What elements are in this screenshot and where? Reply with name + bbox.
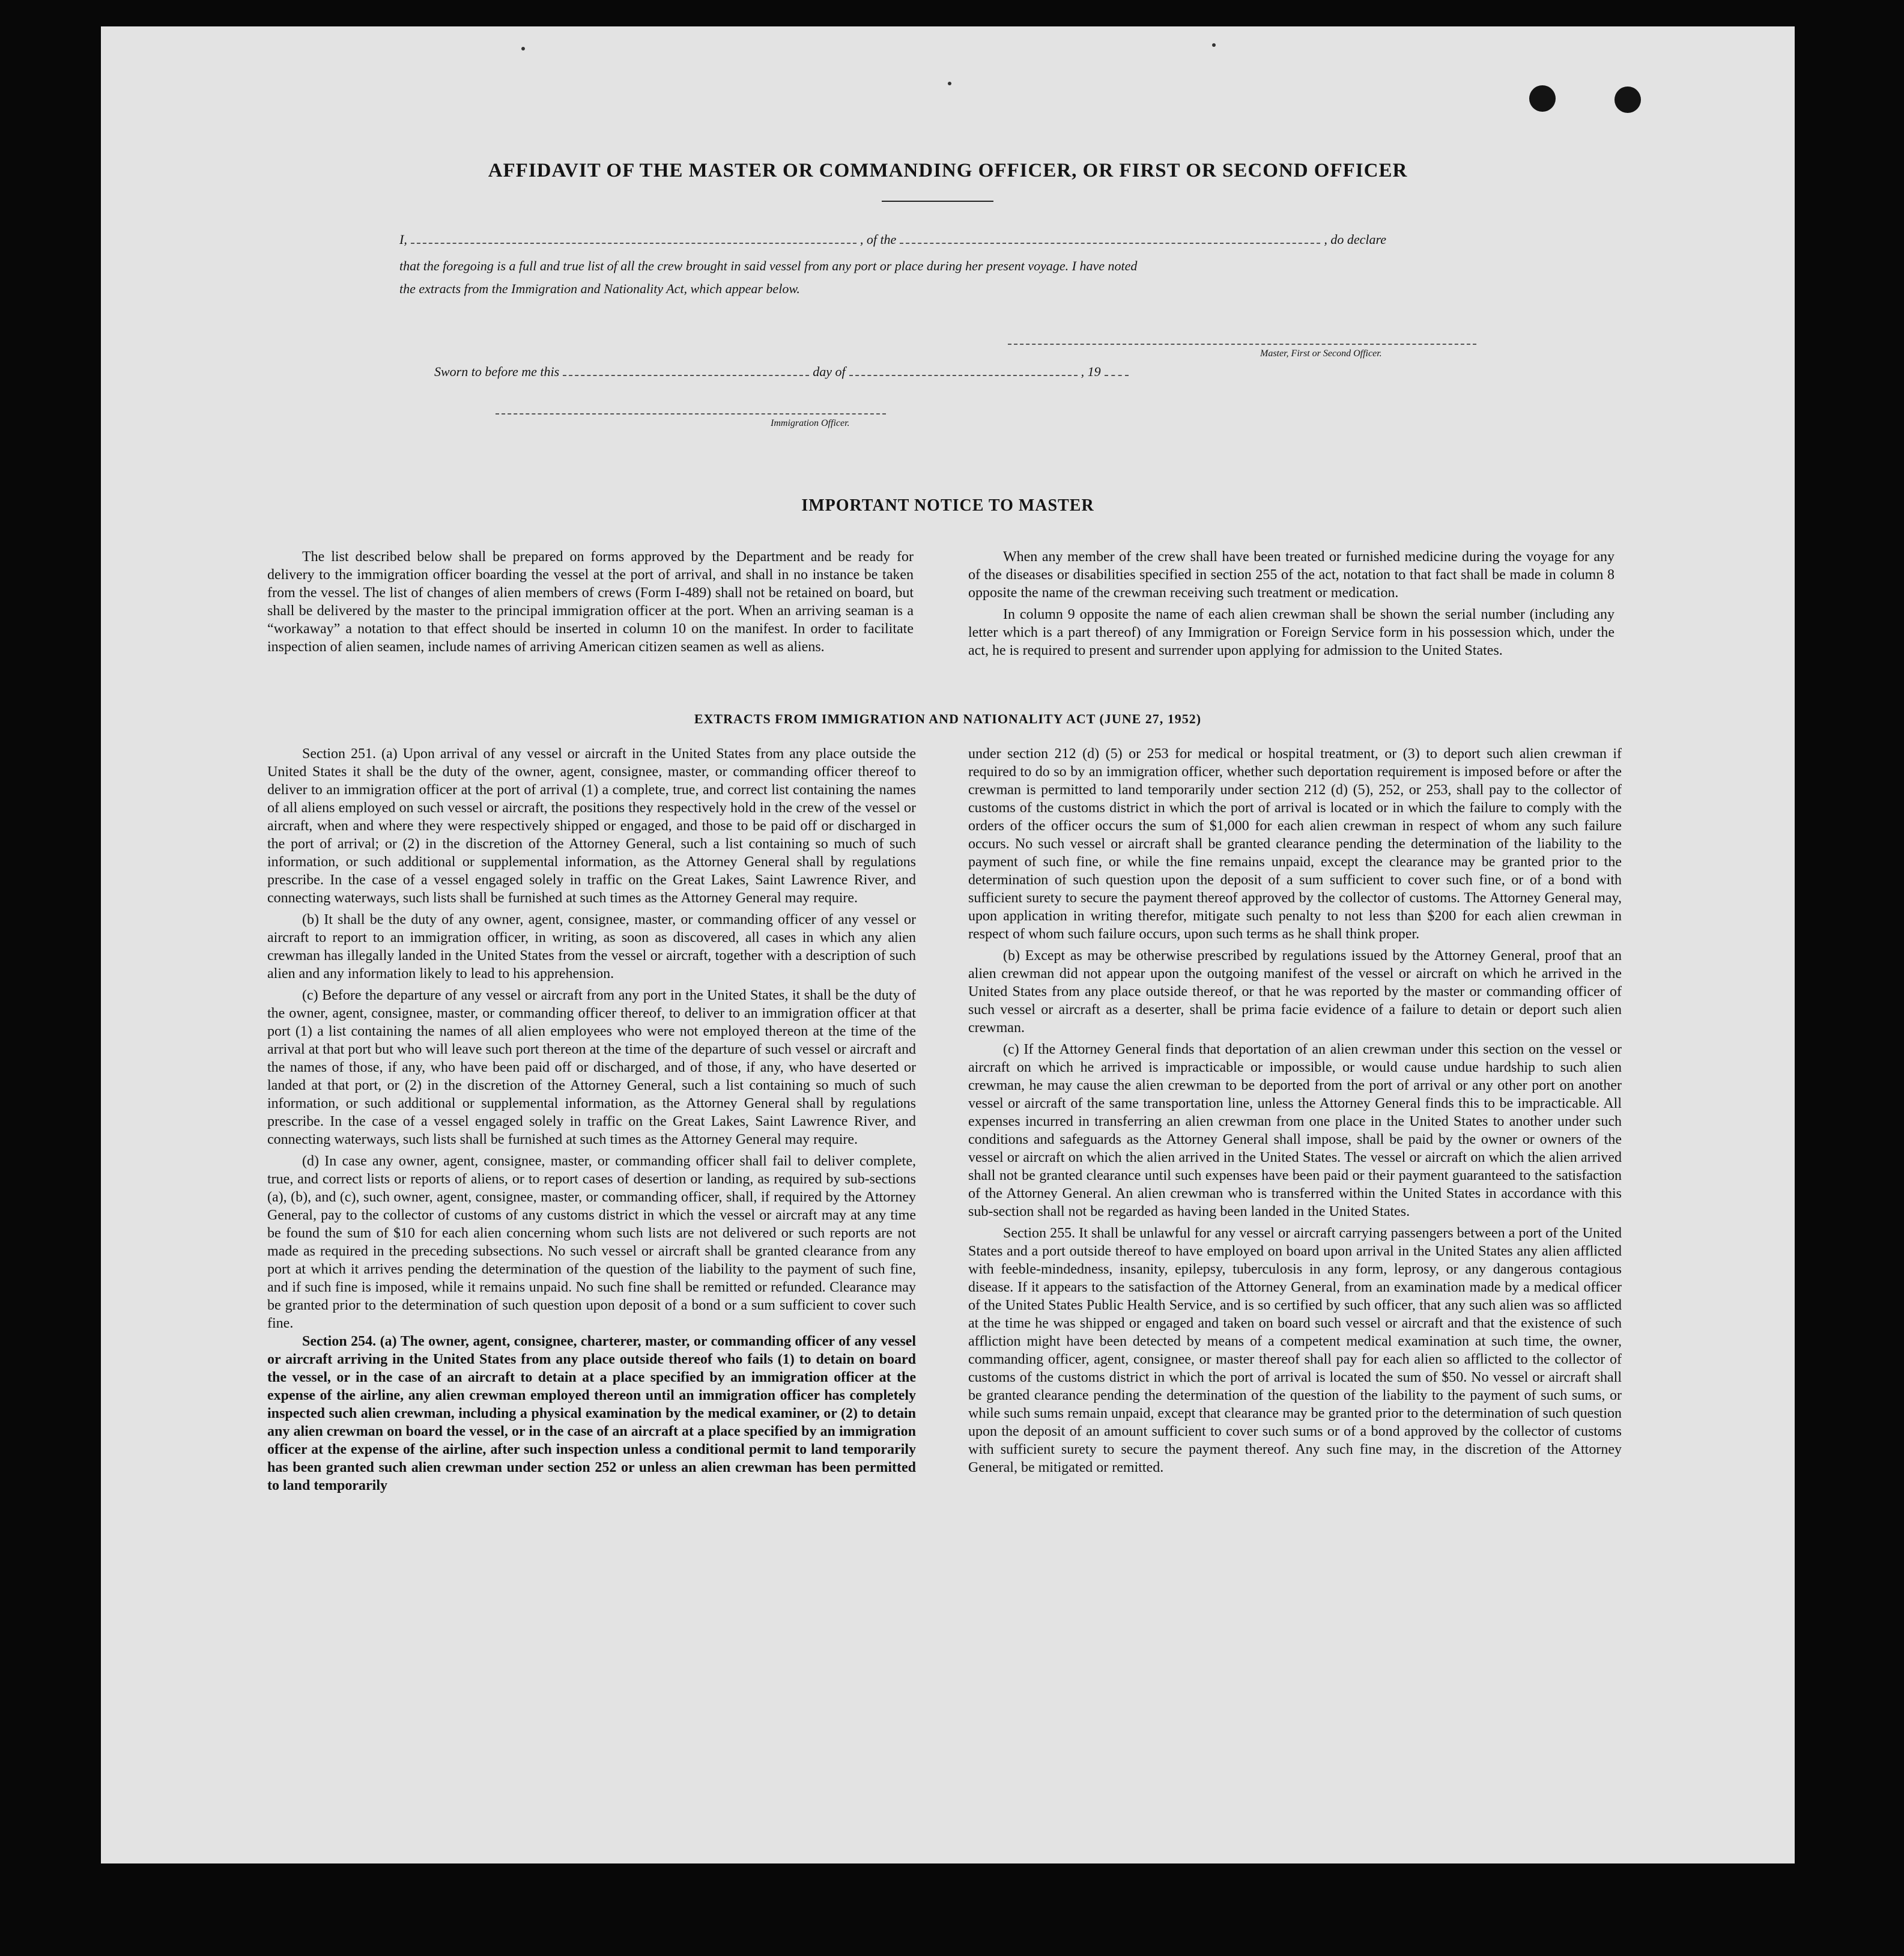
year-label: , 19: [1081, 364, 1101, 379]
notice-paragraph: The list described below shall be prepared on forms approved by the Department and be ready for delivery to the immigration officer boarding the vessel at the port of arrival, and shall in no instance be taken from the vessel. The list of changes of alien members of crews (Form I-489) shall not be retained on board, but shall be delivered by the master to the principal immigration officer at the port. When an arriving seaman is a “workaway” a notation to that effect should be inserted in column 10 on the manifest. In order to facilitate inspection of alien seamen, include names of arriving American citizen seamen as well as aliens.: [267, 549, 914, 655]
notice-right-column: [968, 548, 1614, 660]
section-paragraph: under section 212 (d) (5) or 253 for medical or hospital treatment, or (3) to deport such alien crewman if required to do so by an immigration officer, whether such deportation requirement is imposed before or after the crewman is permitted to land temporarily under section 212 (d) (5), 252, or 253, shall pay to the collector of customs of the customs district in which the port of arrival is located or in which the failure to comply with the orders of the officer occurs the sum of $1,000 for each alien crewman in respect of whom any such failure occurs. No such vessel or aircraft shall be granted clearance pending the determination of the liability to the payment of such fine, or while the fine remains unpaid, except the clearance may be granted prior to the determination of such question upon the deposit of a sum sufficient to cover such fine, or of a bond with sufficient surety to secure the payment thereof approved by the collector of customs. The Attorney General may, upon application in writing therefor, mitigate such penalty to not less than $200 for each alien crewman in respect of whom such failure occurs, upon such terms as he shall think proper.: [968, 746, 1622, 942]
title-rule: [882, 201, 993, 202]
section-paragraph: (b) Except as may be otherwise prescribed by regulations issued by the Attorney General, proof that an alien crewman did not appear upon the outgoing manifest of the vessel or aircraft on which he arrived in the United States from any place outside thereof, or that he was reported by the master or commanding officer of such vessel or aircraft as a deserter, shall be prima facie evidence of a failure to detain or deport such alien crewman.: [968, 948, 1622, 1036]
section-254-paragraph: Section 254. (a) The owner, agent, consignee, charterer, master, or commanding officer of any vessel or aircraft arriving in the United States from any place outside thereof who fails (1) to detain on board the vessel, or in the case of an aircraft to detain at a place specified by an immigration officer at the expense of the airline, any alien crewman employed thereon until an immigration officer has completely inspected such alien crewman, including a physical examination by the medical examiner, or (2) to detain any alien crewman on board the vessel, or in the case of an aircraft at a place specified by an immigration officer at the expense of the airline, after such inspection unless a conditional permit to land temporarily has been granted such alien crewman under section 252 or unless an alien crewman has been permitted to land temporarily: [267, 1334, 916, 1493]
master-signature-field[interactable]: [1008, 344, 1476, 345]
declaration-text-2: that the foregoing is a full and true list of all the crew brought in said vessel from any port or place during her present voyage. I have noted: [399, 258, 1138, 273]
affidavit-title: AFFIDAVIT OF THE MASTER OR COMMANDING OFFICER, OR FIRST OR SECOND OFFICER: [488, 160, 1408, 181]
section-paragraph: (c) Before the departure of any vessel or aircraft from any port in the United States, it shall be the duty of the owner, agent, consignee, master, or commanding officer thereof, to deliver to an immigration officer at that port (1) a list containing the names of all alien employees who were not employed thereon at the time of the arrival at that port but who will leave such port thereon at the time of the departure of such vessel or aircraft and the names of those, if any, who have been paid off or discharged, and of those, if any, who have deserted or landed at that port, or (2) in the discretion of the Attorney General, such a list containing so much of such information, or such additional or supplemental information, as the Attorney General shall by regulations prescribe. In the case of a vessel engaged solely in traffic on the Great Lakes, Saint Lawrence River, and connecting waterways, such lists shall be furnished at such times as the Attorney General may require.: [267, 988, 916, 1147]
notice-paragraph: When any member of the crew shall have been treated or furnished medicine during the voyage for any of the diseases or disabilities specified in section 255 of the act, notation to that fact shall be made in column 8 opposite the name of the crewman receiving such treatment or medication.: [968, 549, 1614, 601]
section-255-paragraph: Section 255. It shall be unlawful for any vessel or aircraft carrying passengers between a port of the United States and a port outside thereof to have employed on board upon arrival in the United States any alien afflicted with feeble-mindedness, insanity, epilepsy, tuberculosis in any form, leprosy, or any dangerous contagious disease. If it appears to the satisfaction of the Attorney General, from an examination made by a medical officer of the United States Public Health Service, and is so certified by such officer, that any such alien was so afflicted at the time he was shipped or engaged and taken on board such vessel or aircraft and that the existence of such affliction might have been detected by means of a competent medical examination at such time, the owner, commanding officer, agent, consignee, or master thereof shall pay for each alien so afflicted to the collector of customs of the customs district in which the port of arrival is located the sum of $50. No vessel or aircraft shall be granted clearance pending the determination of the question of the liability to the payment of such sums, or while such sums remain unpaid, except that clearance may be granted prior to the determination of such question upon the deposit of an amount sufficient to cover such sums or of a bond approved by the collector of customs with sufficient surety to secure the payment thereof. Any such fine may, in the discretion of the Attorney General, be mitigated or remitted.: [968, 1226, 1622, 1475]
officer-signature-field[interactable]: [496, 413, 886, 415]
sworn-month-field[interactable]: [849, 375, 1078, 376]
sworn-year-field[interactable]: [1105, 375, 1129, 376]
vessel-name-field[interactable]: [900, 243, 1320, 244]
declaration-line: [399, 232, 1601, 248]
vessel-label: , of the: [860, 232, 897, 247]
notice-paragraph: In column 9 opposite the name of each alien crewman shall be shown the serial number (including any letter which is a part thereof) of any Immigration or Foreign Service form in his possession which, under the act, he is required to present and surrender upon applying for admission to the United States.: [968, 607, 1614, 658]
day-of-label: day of: [813, 364, 846, 379]
master-caption: Master, First or Second Officer.: [1260, 348, 1382, 359]
sworn-line: [434, 364, 1132, 380]
section-paragraph: (c) If the Attorney General finds that deportation of an alien crewman under this section on the vessel or aircraft on which he arrived is impracticable or impossible, or would cause undue hardship to such alien crewman, he may cause the alien crewman to be deported from the port of arrival or any other port on another vessel or aircraft of the same transportation line, unless the Attorney General finds this to be impracticable. All expenses incurred in transferring an alien crewman from one place in the United States to another under such conditions and safeguards as the Attorney General shall impose, shall be paid by the owner or owners of the vessel or aircraft on which the alien arrived in the United States. The vessel or aircraft on which the alien arrived shall not be granted clearance until such expenses have been paid or their payment guaranteed to the satisfaction of the Attorney General. An alien crewman who is transferred within the United States in accordance with this sub-section shall not be regarded as having been landed in the United States.: [968, 1042, 1622, 1219]
sworn-day-field[interactable]: [563, 375, 809, 376]
notice-left-column: [267, 548, 914, 656]
declaration-text-3: the extracts from the Immigration and Nationality Act, which appear below.: [399, 281, 800, 296]
punch-hole: [1529, 85, 1556, 112]
speck: [948, 82, 951, 85]
speck: [521, 47, 525, 50]
extracts-right-column: [968, 745, 1622, 1477]
declarant-name-field[interactable]: [411, 243, 856, 244]
officer-caption: Immigration Officer.: [771, 418, 850, 428]
declarant-label: I,: [399, 232, 407, 247]
speck: [1212, 43, 1216, 47]
document-page: [101, 26, 1795, 1863]
declare-label: , do declare: [1324, 232, 1386, 247]
section-paragraph: Section 251. (a) Upon arrival of any vessel or aircraft in the United States from any place outside the United States it shall be the duty of the owner, agent, consignee, master, or commanding officer thereof to deliver to an immigration officer at the port of arrival (1) a complete, true, and correct list containing the names of all aliens employed on such vessel or aircraft, the positions they respectively hold in the crew of the vessel or aircraft, when and where they were respectively shipped or engaged, and those to be paid off or discharged in the port of arrival; or (2) in the discretion of the Attorney General, such a list containing so much of such information, or such additional or supplemental information, as the Attorney General shall by regulations prescribe. In the case of a vessel engaged solely in traffic on the Great Lakes, Saint Lawrence River, and connecting waterways, such lists shall be furnished at such times as the Attorney General may require.: [267, 746, 916, 906]
punch-hole: [1614, 87, 1641, 113]
notice-title: IMPORTANT NOTICE TO MASTER: [801, 496, 1094, 515]
section-paragraph: (b) It shall be the duty of any owner, agent, consignee, master, or commanding officer of any vessel or aircraft to report to an immigration officer, in writing, as soon as discovered, all cases in which any alien crewman has illegally landed in the United States from the vessel or aircraft, together with a description of such alien and any information likely to lead to his apprehension.: [267, 912, 916, 982]
extracts-title: EXTRACTS FROM IMMIGRATION AND NATIONALITY ACT (JUNE 27, 1952): [694, 711, 1202, 726]
extracts-left-column: [267, 745, 916, 1495]
section-paragraph: (d) In case any owner, agent, consignee, master, or commanding officer shall fail to deliver complete, true, and correct lists or reports of aliens, or to report cases of desertion or landing, as required by sub-sections (a), (b), and (c), such owner, agent, consignee, master, or commanding officer, shall, if required by the Attorney General, pay to the collector of customs of any customs district in which the vessel or aircraft may at any time be found the sum of $10 for each alien concerning whom such lists are not delivered or such reports are not made as required in the preceding subsections. No such vessel or aircraft shall be granted clearance from any port at which it arrives pending the determination of the question of the liability to the payment of such fine, and if such fine is imposed, while it remains unpaid. No such fine shall be remitted or refunded. Clearance may be granted prior to the determination of such question upon deposit of a bond or a sum sufficient to cover such fine.: [267, 1153, 916, 1331]
sworn-label: Sworn to before me this: [434, 364, 560, 379]
